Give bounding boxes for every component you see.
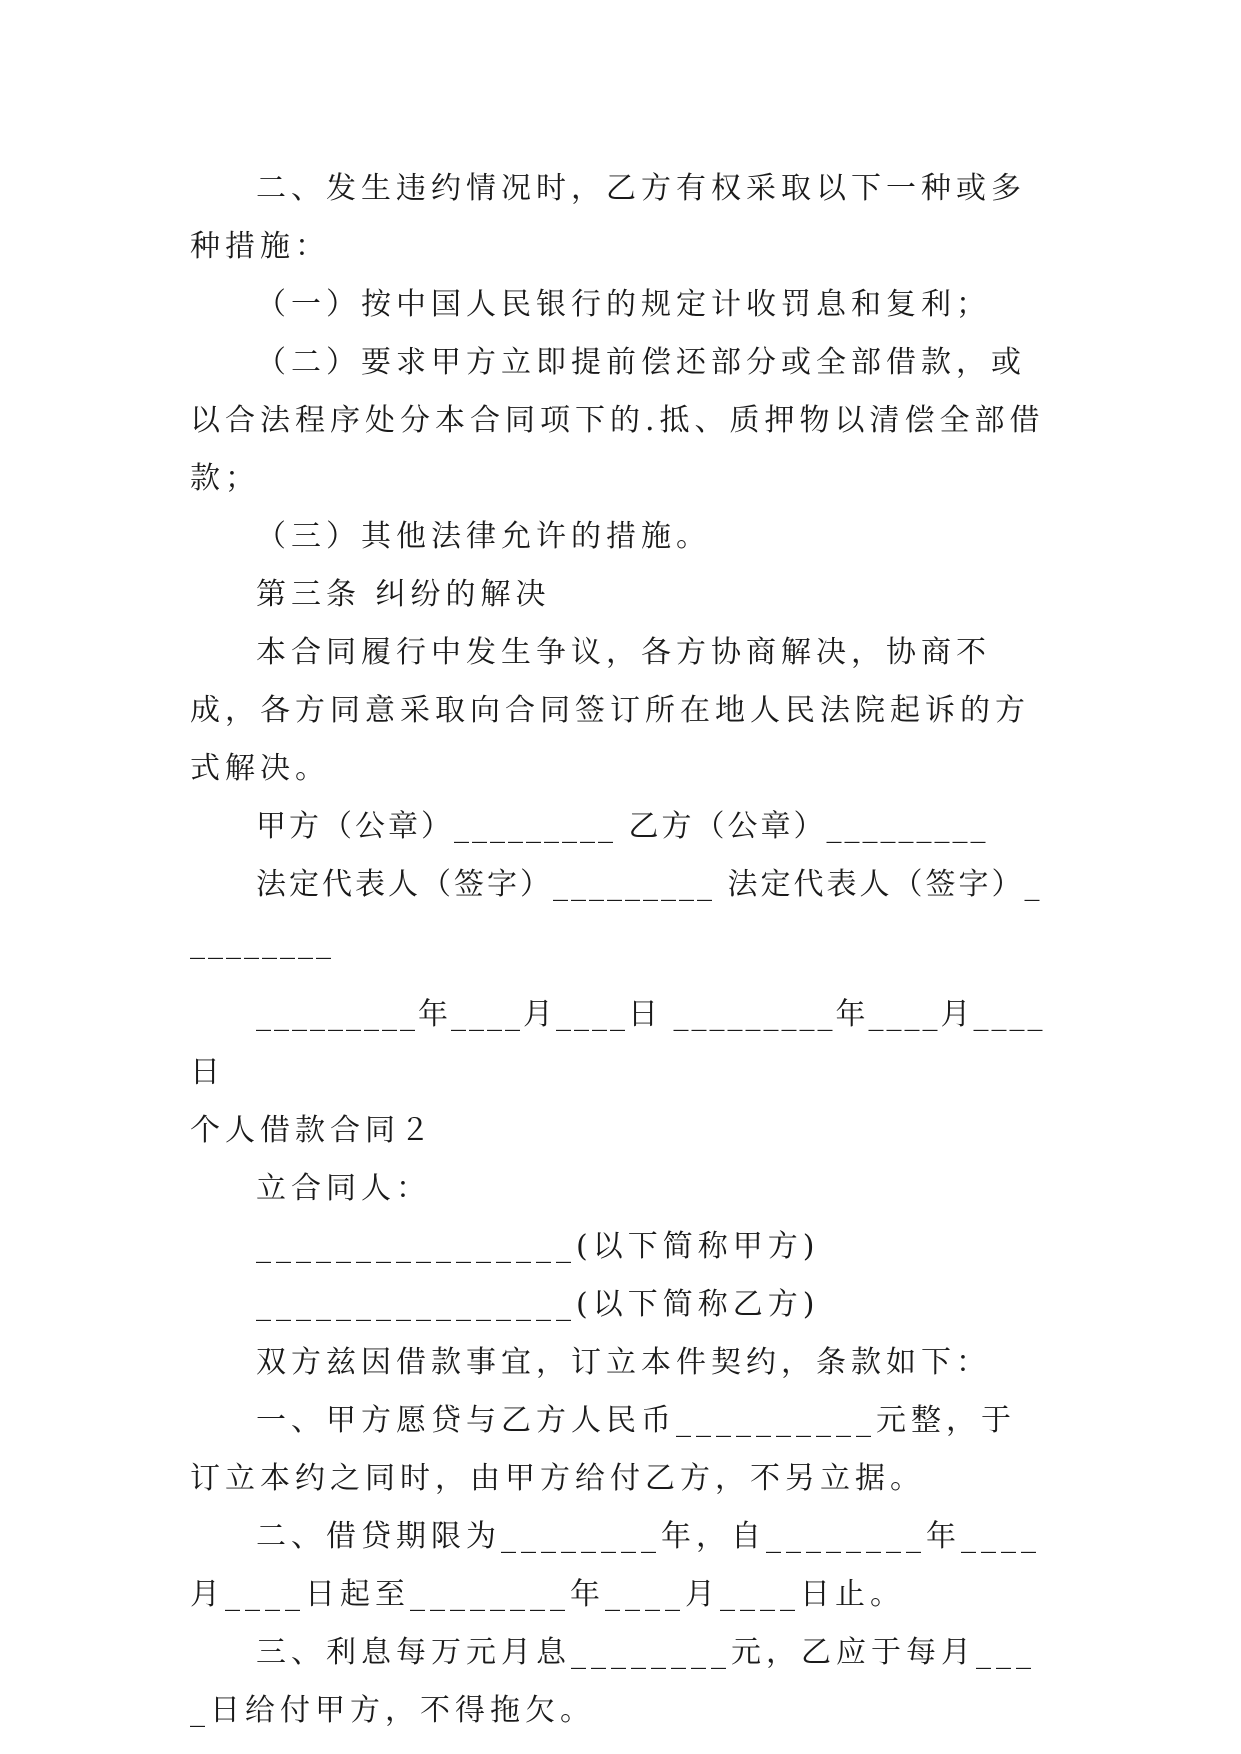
parties-label: 立合同人： xyxy=(256,1171,431,1206)
measure-1-paragraph: （一）按中国人民银行的规定计收罚息和复利； xyxy=(256,287,991,322)
preamble-paragraph: 双方兹因借款事宜，订立本件契约，条款如下： xyxy=(256,1345,991,1380)
contract-2-title: 个人借款合同２ xyxy=(190,1113,435,1148)
clause-3-paragraph: 三、利息每万元月息________元，乙应于每月____日给付甲方，不得拖欠。 xyxy=(190,1635,1036,1728)
breach-measures-paragraph: 二、发生违约情况时，乙方有权采取以下一种或多种措施： xyxy=(190,171,1026,264)
representative-line: 法定代表人（签字）_________ 法定代表人（签字）_________ xyxy=(190,867,1043,960)
clause-1-paragraph: 一、甲方愿贷与乙方人民币__________元整，于订立本约之同时，由甲方给付乙方，不另立据。 xyxy=(190,1403,1016,1496)
date-line: _________年____月____日 _________年____月____日 xyxy=(190,997,1046,1090)
spacer xyxy=(190,972,1050,986)
party-b-line: ________________(以下简称乙方) xyxy=(256,1287,820,1322)
article-3-paragraph: 本合同履行中发生争议，各方协商解决，协商不成，各方同意采取向合同签订所在地人民法院起诉的方式解决。 xyxy=(190,635,1030,786)
seal-line: 甲方（公章）_________ 乙方（公章）_________ xyxy=(256,809,989,844)
article-3-heading: 第三条 纠纷的解决 xyxy=(256,577,551,612)
clause-2-paragraph: 二、借贷期限为________年，自________年____月____日起至________年____月____日止。 xyxy=(190,1519,1041,1612)
party-a-line: ________________(以下简称甲方) xyxy=(256,1229,820,1264)
measure-3-paragraph: （三）其他法律允许的措施。 xyxy=(256,519,711,554)
document-body xyxy=(190,160,1050,1740)
measure-2-paragraph: （二）要求甲方立即提前偿还部分或全部借款，或以合法程序处分本合同项下的.抵、质押物以清偿全部借款； xyxy=(190,345,1045,496)
